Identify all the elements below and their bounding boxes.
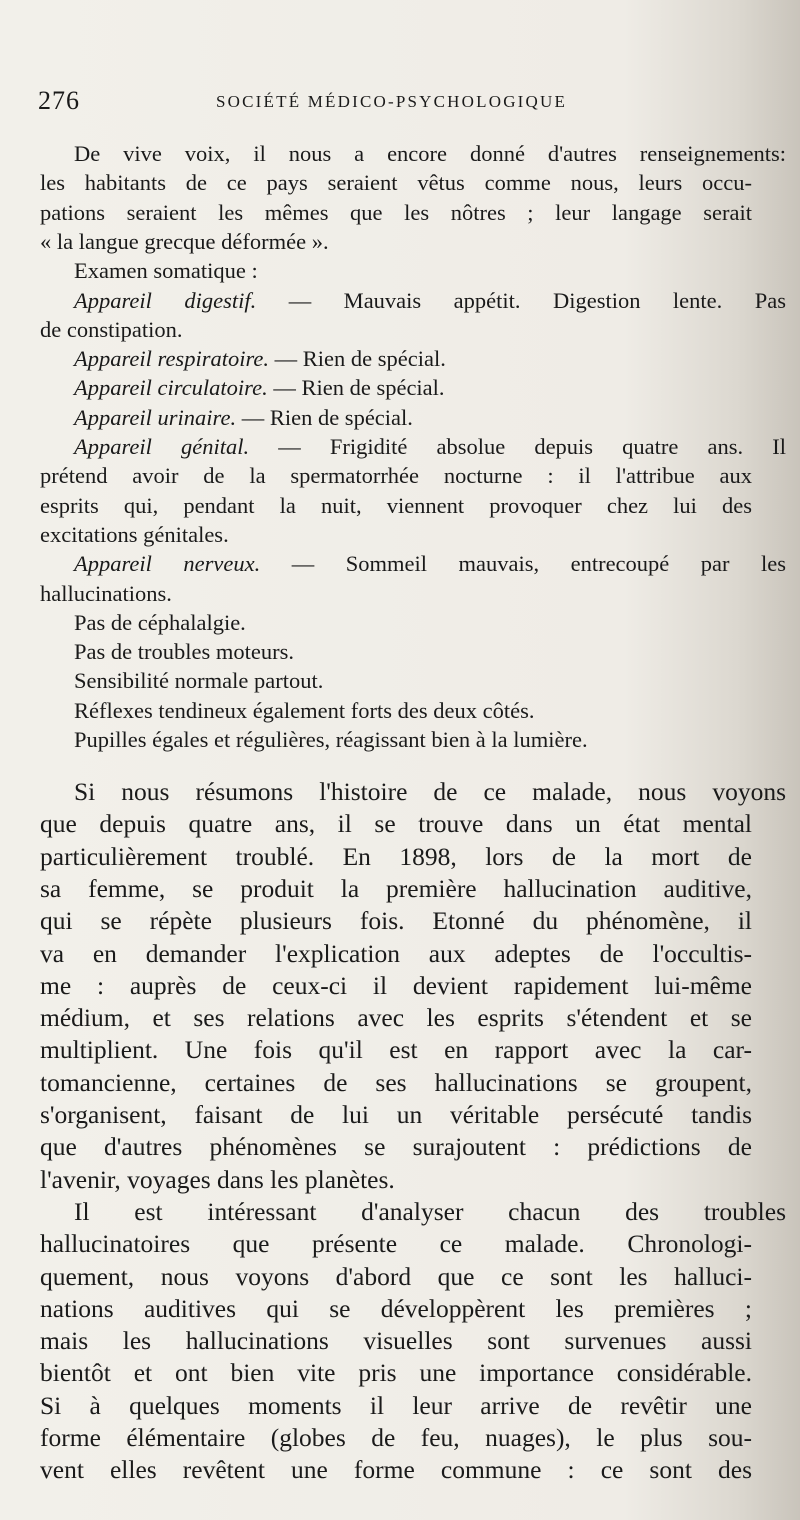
text-line	[40, 1100, 752, 1132]
text-line	[40, 809, 752, 841]
text-line	[40, 317, 752, 345]
text-line	[40, 229, 752, 257]
line-text: — Rien de spécial.	[267, 375, 445, 401]
line-text: forme élémentaire (globes de feu, nuages), le plus sou-	[40, 1423, 752, 1452]
text-line	[40, 1132, 752, 1164]
line-text: nations auditives qui se développèrent les premières ;	[40, 1293, 752, 1323]
text-line	[40, 493, 752, 521]
text-line	[40, 906, 752, 938]
text-line	[40, 1197, 786, 1229]
line-text: Pas de troubles moteurs.	[74, 639, 294, 665]
section-label: Appareil génital.	[74, 434, 250, 459]
text-line	[40, 170, 752, 198]
line-text: quement, nous voyons d'abord que ce sont les halluci-	[40, 1261, 752, 1291]
line-text: — Sommeil mauvais, entrecoupé par les	[260, 551, 786, 577]
text-line	[40, 141, 786, 169]
line-text: vent elles revêtent une forme commune : ce sont des	[40, 1455, 752, 1485]
line-text: hallucinations.	[40, 580, 172, 606]
line-text: va en demander l'explication aux adeptes de l'occultis-	[40, 938, 752, 968]
line-text: — Rien de spécial.	[236, 404, 413, 430]
line-text: De vive voix, il nous a encore donné d'autres renseignements:	[74, 141, 786, 166]
line-text: sa femme, se produit la première hallucination auditive,	[40, 873, 752, 903]
text-line	[40, 405, 786, 433]
line-text: me : auprès de ceux-ci il devient rapidement lui-même	[40, 970, 752, 1000]
text-line	[40, 1455, 752, 1487]
section-label: Appareil urinaire.	[74, 404, 237, 430]
line-text: Réflexes tendineux également forts des deux côtés.	[74, 697, 535, 723]
text-line	[40, 1262, 752, 1294]
text-line	[40, 727, 786, 755]
line-text: bientôt et ont bien vite pris une importance considérable.	[40, 1358, 752, 1388]
line-text: Il est intéressant d'analyser chacun des troubles	[74, 1196, 786, 1226]
line-text: Sensibilité normale partout.	[74, 668, 324, 694]
text-line	[40, 668, 786, 696]
text-line	[40, 375, 786, 403]
text-line	[40, 777, 786, 809]
text-line	[40, 434, 786, 462]
line-text: esprits qui, pendant la nuit, viennent provoquer chez lui des	[40, 492, 752, 518]
text-line	[40, 551, 786, 579]
line-text: médium, et ses relations avec les esprits s'étendent et se	[40, 1003, 752, 1033]
text-line	[40, 1391, 752, 1423]
line-text: qui se répète plusieurs fois. Etonné du phénomène, il	[40, 906, 752, 936]
line-text: — Frigidité absolue depuis quatre ans. Il	[249, 434, 786, 459]
line-text: multiplient. Une fois qu'il est en rapport avec la car-	[40, 1035, 752, 1065]
page-number: 276	[38, 86, 80, 115]
line-text: — Mauvais appétit. Digestion lente. Pas	[256, 287, 786, 313]
text-line	[40, 1294, 752, 1326]
text-line	[40, 1165, 752, 1197]
text-line	[40, 1035, 752, 1067]
text-line	[40, 463, 752, 491]
line-text: s'organisent, faisant de lui un véritable persécuté tandis	[40, 1100, 752, 1129]
line-text: les habitants de ce pays seraient vêtus comme nous, leurs occu-	[40, 170, 752, 196]
line-text: Si nous résumons l'histoire de ce malade, nous voyons	[74, 777, 786, 806]
line-text: excitations génitales.	[40, 521, 229, 547]
line-text: que depuis quatre ans, il se trouve dans un état mental	[40, 809, 752, 839]
text-line	[40, 522, 752, 550]
text-line	[40, 288, 786, 316]
text-line	[40, 610, 786, 638]
text-line	[40, 1326, 752, 1358]
text-line	[40, 258, 786, 286]
line-text: mais les hallucinations visuelles sont survenues aussi	[40, 1326, 752, 1356]
text-line	[40, 1068, 752, 1100]
section-label: Appareil nerveux.	[74, 551, 261, 577]
section-label: Appareil respiratoire.	[74, 346, 269, 372]
line-text: que d'autres phénomènes se surajoutent : prédictions de	[40, 1132, 752, 1162]
line-text: pations seraient les mêmes que les nôtres ; leur langage serait	[40, 199, 752, 225]
text-line	[40, 698, 786, 726]
text-line	[40, 874, 752, 906]
line-text: tomancienne, certaines de ses hallucinations se groupent,	[40, 1067, 752, 1097]
running-head	[38, 86, 768, 126]
line-text: de constipation.	[40, 316, 183, 342]
text-line	[40, 200, 752, 228]
line-text: particulièrement troublé. En 1898, lors de la mort de	[40, 841, 752, 871]
text-line	[40, 1423, 752, 1455]
journal-title: SOCIÉTÉ MÉDICO-PSYCHOLOGIQUE	[216, 92, 568, 111]
text-line	[40, 581, 752, 609]
line-text: hallucinatoires que présente ce malade. Chronologi-	[40, 1229, 752, 1259]
text-line	[40, 1003, 752, 1035]
section-label: Appareil circulatoire.	[74, 375, 268, 401]
line-text: l'avenir, voyages dans les planètes.	[40, 1164, 395, 1194]
line-text: prétend avoir de la spermatorrhée nocturne : il l'attribue aux	[40, 463, 752, 489]
text-line	[40, 1358, 752, 1390]
line-text: Pupilles égales et régulières, réagissant bien à la lumière.	[74, 727, 588, 752]
text-line	[40, 842, 752, 874]
line-text: Examen somatique :	[74, 258, 258, 284]
text-line	[40, 639, 786, 667]
section-label: Appareil digestif.	[74, 287, 257, 313]
line-text: Pas de céphalalgie.	[74, 609, 246, 635]
text-line	[40, 971, 752, 1003]
line-text: Si à quelques moments il leur arrive de revêtir une	[40, 1390, 752, 1420]
text-line	[40, 939, 752, 971]
line-text: « la langue grecque déformée ».	[40, 228, 329, 254]
line-text: — Rien de spécial.	[269, 346, 446, 372]
text-line	[40, 1229, 752, 1261]
text-line	[40, 346, 786, 374]
